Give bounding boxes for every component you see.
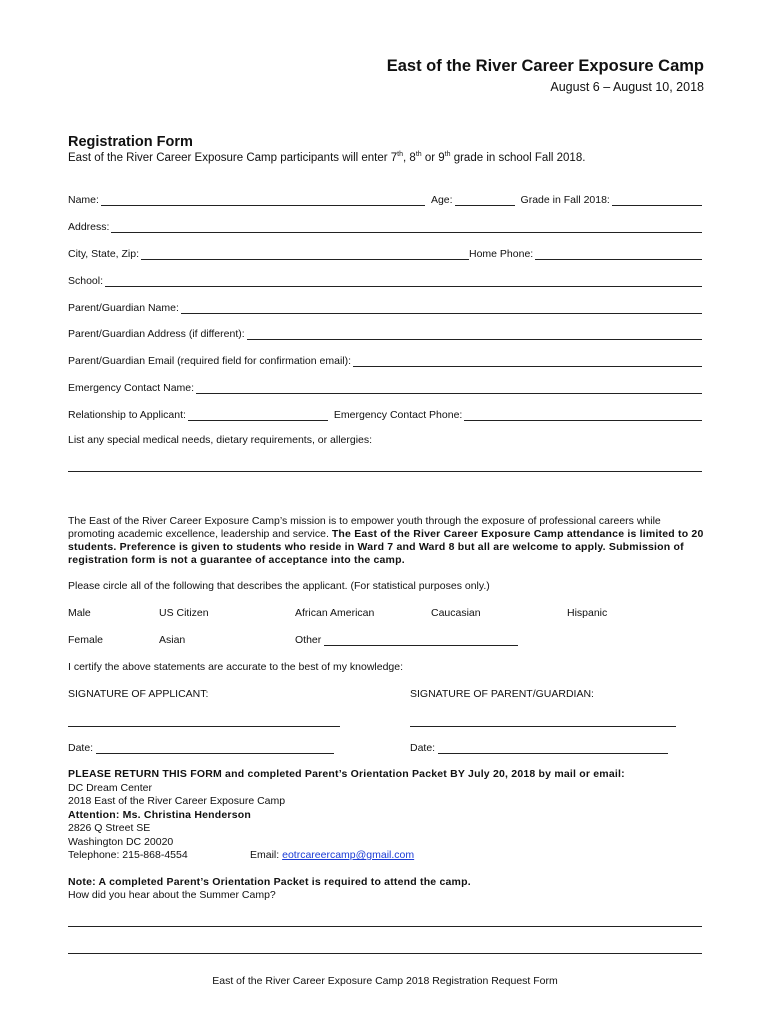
return-line-2: 2018 East of the River Career Exposure Camp [68,795,286,807]
mission-paragraph [68,515,708,567]
return-street: 2826 Q Street SE [68,822,151,834]
applicant-date-row [68,742,334,754]
contact-row [68,849,625,863]
camp-dates: August 6 – August 10, 2018 [550,80,704,94]
return-heading: PLEASE RETURN THIS FORM and completed Parent’s Orientation Packet BY July 20, 2018 by mail or email: [68,768,625,780]
parent-date-field[interactable] [438,742,668,754]
parent-email-row [68,353,702,367]
parent-date-row [410,742,668,754]
parent-email-label: Parent/Guardian Email (required field for confirmation email): [68,355,352,367]
emergency-name-label: Emergency Contact Name: [68,382,195,394]
mission-text: The East of the River Career Exposure Camp’s mission is to empower youth through the exposure of professional careers while promoting academic excellence, leadership and service. [68,515,661,540]
return-attention: Attention: Ms. Christina Henderson [68,808,251,821]
applicant-date-label: Date: [68,742,94,754]
email-link[interactable]: eotrcareercamp@gmail.com [282,849,415,861]
applicant-signature-label: SIGNATURE OF APPLICANT: [68,688,209,700]
parent-date-label: Date: [410,742,436,754]
page-footer: East of the River Career Exposure Camp 2018 Registration Request Form [212,975,558,987]
option-african-american[interactable]: African American [295,607,375,619]
note-text: Note: A completed Parent’s Orientation Packet is required to attend the camp. [68,876,471,888]
page-title: East of the River Career Exposure Camp [386,57,704,75]
address-row [68,219,702,233]
relationship-row [68,407,702,421]
mission-bold-text: The East of the River Career Exposure Camp attendance is limited to 20 students. Preference is given to students who reside in Ward 7 and Ward 8 but all are welcome to apply. Submission of registration form is not a guarantee of acceptance into the camp. [68,528,704,566]
parent-name-row [68,300,702,314]
option-hispanic[interactable]: Hispanic [567,607,608,619]
parent-name-label: Parent/Guardian Name: [68,302,179,314]
applicant-date-field[interactable] [96,742,334,754]
medical-label: List any special medical needs, dietary requirements, or allergies: [68,434,373,446]
grade-field[interactable] [612,194,702,206]
hear-about-question: How did you hear about the Summer Camp? [68,889,276,901]
certify-statement: I certify the above statements are accurate to the best of my knowledge: [68,661,404,673]
option-other[interactable] [295,634,518,646]
parent-name-field[interactable] [181,302,702,314]
form-heading: Registration Form [68,134,193,150]
other-field[interactable] [324,634,518,646]
return-block [68,768,625,863]
school-field[interactable] [105,275,702,287]
home-phone-label: Home Phone: [469,248,534,260]
school-row [68,273,702,287]
parent-address-label: Parent/Guardian Address (if different): [68,328,245,340]
option-female[interactable]: Female [68,634,104,646]
relationship-field[interactable] [188,409,328,421]
emergency-name-field[interactable] [196,382,702,394]
parent-signature-field[interactable] [410,726,676,727]
parent-email-field[interactable] [353,355,702,367]
age-label: Age: [430,194,453,206]
relationship-label: Relationship to Applicant: [68,409,186,421]
name-row [68,192,702,206]
option-asian[interactable]: Asian [159,634,186,646]
parent-address-row [68,326,702,340]
email-label: Email: [250,849,280,861]
parent-signature-label: SIGNATURE OF PARENT/GUARDIAN: [410,688,594,700]
stats-prompt: Please circle all of the following that describes the applicant. (For statistical purposes only.) [68,580,490,592]
city-label: City, State, Zip: [68,248,139,260]
option-us-citizen[interactable]: US Citizen [159,607,209,619]
grade-label: Grade in Fall 2018: [520,194,610,206]
option-other-label: Other [295,634,322,646]
address-field[interactable] [111,221,702,233]
telephone: Telephone: 215-868-4554 [68,849,188,861]
return-line-1: DC Dream Center [68,781,153,794]
age-field[interactable] [455,194,515,206]
option-caucasian[interactable]: Caucasian [431,607,481,619]
emergency-name-row [68,380,702,394]
emergency-phone-label: Emergency Contact Phone: [333,409,463,421]
hear-about-field-2[interactable] [68,953,702,954]
return-city: Washington DC 20020 [68,835,174,848]
applicant-signature-field[interactable] [68,726,340,727]
name-label: Name: [68,194,99,206]
hear-about-field-1[interactable] [68,926,702,927]
parent-address-field[interactable] [247,328,702,340]
address-label: Address: [68,221,110,233]
city-field[interactable] [141,248,469,260]
emergency-phone-field[interactable] [464,409,702,421]
option-male[interactable]: Male [68,607,91,619]
medical-field[interactable] [68,471,702,472]
city-row [68,246,702,260]
name-field[interactable] [101,194,425,206]
home-phone-field[interactable] [535,248,702,260]
school-label: School: [68,275,104,287]
intro-text: East of the River Career Exposure Camp participants will enter 7th, 8th or 9th grade in school Fall 2018. [68,151,586,164]
email-group [250,849,414,863]
